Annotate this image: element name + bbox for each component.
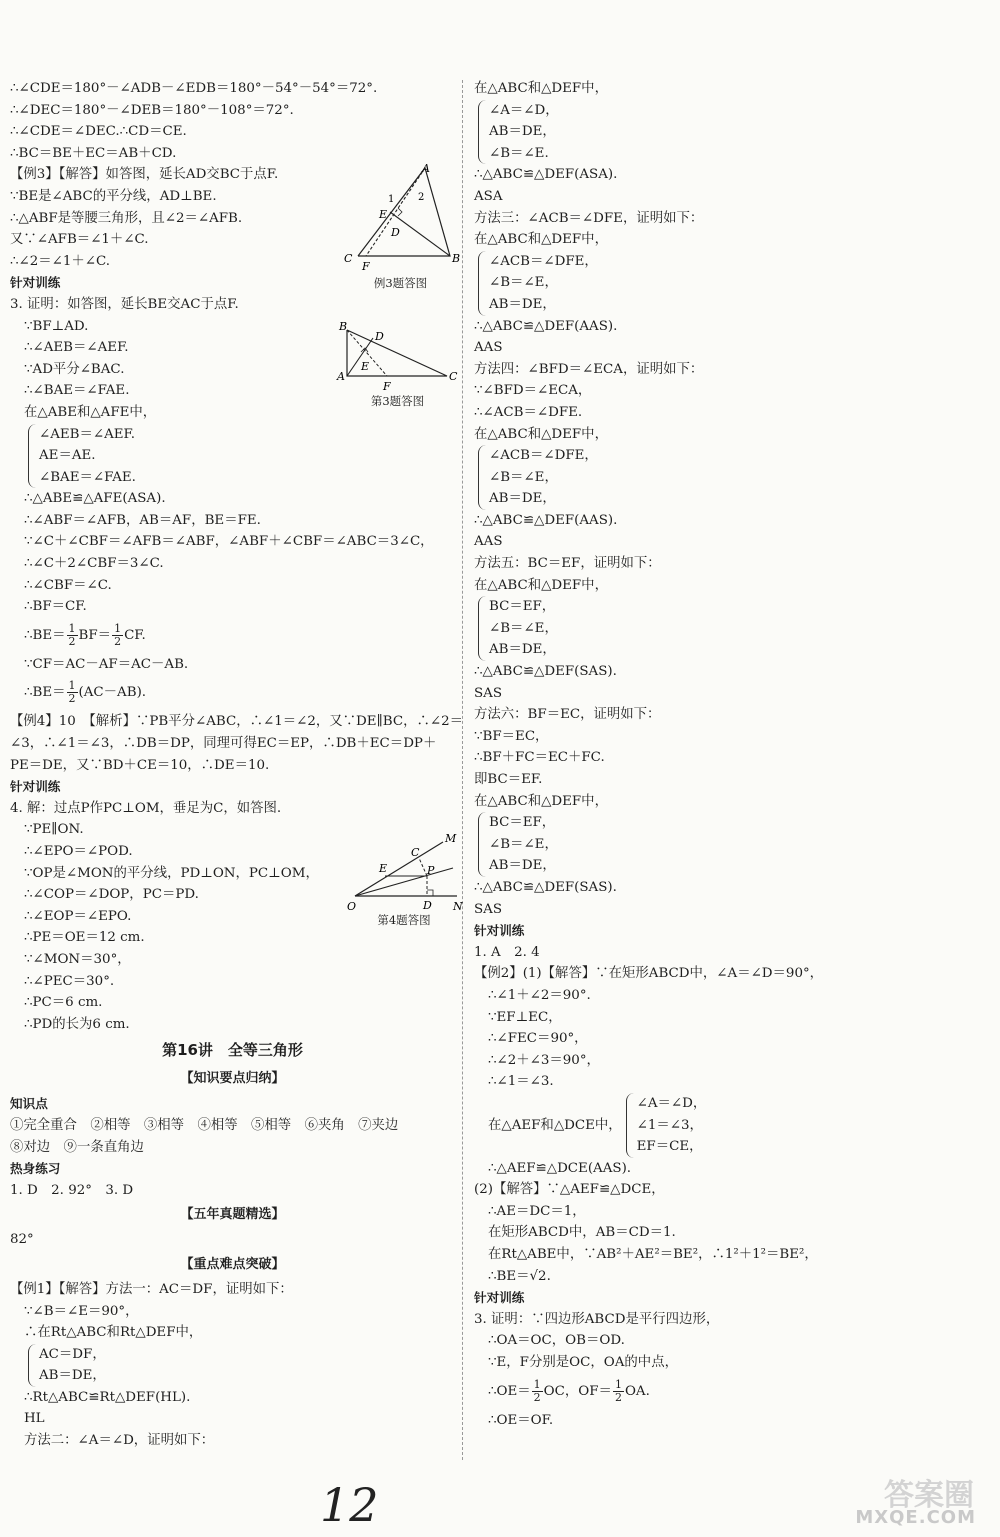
chapter-title: 第16讲 全等三角形	[162, 1041, 303, 1060]
label-e: E	[379, 862, 388, 875]
label-m: M	[445, 832, 457, 845]
text-line: 在Rt△ABE中，∵AB²＋AE²＝BE²，∴1²＋1²＝BE²，	[488, 1247, 818, 1263]
text-line: ∴∠CDE＝∠DEC.∴CD＝CE.	[10, 124, 187, 140]
label-d: D	[375, 330, 384, 343]
text-line: ∴BF＝CF.	[24, 599, 87, 615]
text-line: ∴△ABF是等腰三角形，且∠2＝∠AFB.	[10, 210, 243, 226]
figure-caption: 第3题答图	[370, 394, 425, 408]
text-line: ∴BC＝BE＋EC＝AB＋CD.	[10, 145, 177, 161]
condition: ∠B＝∠E，	[489, 275, 558, 291]
condition-brace	[478, 445, 834, 510]
text-line: ∵E，F分别是OC，OA的中点，	[488, 1355, 678, 1371]
condition-brace	[28, 424, 455, 489]
warmup-title: 热身练习	[10, 1161, 61, 1177]
example-1-title: 【例1】【解答】方法一：AC＝DF，证明如下：	[10, 1281, 293, 1297]
text-line: 在△ABC和△DEF中，	[474, 793, 608, 809]
text-line: ∴△ABC≌△DEF(AAS).	[474, 318, 618, 334]
text-line: 在△ABC和△DEF中，	[474, 81, 608, 96]
watermark-logo	[832, 1470, 982, 1530]
condition: AB＝DE，	[489, 858, 556, 874]
text-line: ∴∠1＝∠3.	[488, 1074, 554, 1090]
warmup-answers: 1. D 2. 92° 3. D	[10, 1182, 134, 1198]
condition-brace	[478, 812, 834, 877]
text-line: 即BC＝EF.	[474, 772, 543, 787]
condition: ∠1＝∠3，	[636, 1117, 703, 1133]
question-3-title: 3. 证明：∵四边形ABCD是平行四边形，	[474, 1311, 720, 1327]
label-b: B	[452, 252, 461, 265]
text-line: PE＝DE，又∵BD＋CE＝10，∴DE＝10.	[10, 757, 270, 773]
method-title: 方法三：∠ACB＝∠DFE，证明如下：	[474, 210, 704, 226]
condition: ∠AEB＝∠AEF.	[39, 426, 136, 442]
question-3-title: 3. 证明：如答图，延长BE交AC于点F.	[10, 296, 239, 312]
watermark-url: MXQE.COM	[855, 1507, 976, 1528]
text-line: ∴AE＝DC＝1，	[488, 1203, 586, 1219]
knowledge-points: ⑧对边 ⑨一条直角边	[10, 1139, 144, 1155]
criterion-label: AAS	[474, 340, 503, 356]
text-line: ∴OA＝OC，OB＝OD.	[488, 1333, 625, 1349]
practice-heading: 针对训练	[474, 1290, 525, 1306]
text-line: ∵∠BFD＝∠ECA，	[474, 383, 592, 399]
fraction: $\frac{1}{2}$	[114, 621, 122, 648]
text-line: ∴∠BAE＝∠FAE.	[24, 383, 130, 399]
label-n: N	[453, 900, 463, 912]
criterion-label: AAS	[474, 534, 503, 550]
condition: ∠B＝∠E，	[489, 836, 558, 852]
label-o: O	[347, 900, 357, 912]
example-3-title: 【例3】【解答】如答图，延长AD交BC于点F.	[10, 167, 279, 183]
text-line: ∵AD平分∠BAC.	[24, 361, 125, 377]
practice-answers: 1. A 2. 4	[474, 944, 540, 960]
condition: ∠ACB＝∠DFE，	[489, 253, 598, 269]
figure-example-3-drawing	[338, 160, 463, 275]
watermark-cn: 答案圈	[884, 1478, 974, 1513]
example-4-title: 【例4】10 【解析】∵PB平分∠ABC，∴∠1＝∠2，又∵DE∥BC，∴∠2＝	[10, 714, 463, 730]
text-line: ∴∠EOP＝∠EPO.	[24, 908, 132, 924]
text-line: ∴在Rt△ABC和Rt△DEF中，	[24, 1325, 203, 1341]
text-line: ∵EF⊥EC，	[488, 1009, 562, 1025]
text-line: 在△ABC和△DEF中，	[474, 426, 608, 442]
section-heading: 【重点难点突破】	[180, 1256, 285, 1272]
condition: AB＝DE，	[39, 1368, 106, 1384]
label-d: D	[391, 226, 400, 239]
fraction: $\frac{1}{2}$	[614, 1377, 622, 1404]
figure-question-4	[345, 830, 463, 928]
condition: AB＝DE，	[489, 491, 556, 507]
knowledge-points: ①完全重合 ②相等 ③相等 ④相等 ⑤相等 ⑥夹角 ⑦夹边	[10, 1117, 399, 1133]
text-line: 在△ABC和△DEF中，	[474, 232, 608, 248]
label-b: B	[339, 320, 348, 333]
text-line: ∴∠2＋∠3＝90°，	[488, 1052, 600, 1068]
condition: ∠A＝∠D，	[636, 1095, 707, 1111]
condition: AB＝DE，	[489, 642, 556, 658]
criterion-label: SAS	[474, 901, 503, 917]
condition: ∠B＝∠E.	[489, 145, 549, 161]
label-e: E	[361, 360, 370, 373]
text-line: ∴∠DEC＝180°－∠DEB＝180°－108°＝72°.	[10, 102, 294, 118]
label-f: F	[383, 380, 391, 393]
exam-answer: 82°	[10, 1232, 34, 1248]
text-line: ∵∠MON＝30°，	[24, 951, 131, 967]
text-line: ∴△ABE≌△AFE(ASA).	[24, 491, 166, 507]
criterion-label: ASA	[474, 188, 503, 204]
text-line: 在△ABC和△DEF中，	[474, 577, 608, 593]
condition: AB＝DE，	[489, 296, 556, 312]
figure-caption: 例3题答图	[373, 276, 428, 290]
text-line: ∵OP是∠MON的平分线，PD⊥ON，PC⊥OM，	[24, 865, 319, 881]
section-heading: 【知识要点归纳】	[180, 1071, 285, 1087]
text-line: ∵∠B＝∠E＝90°，	[24, 1303, 139, 1319]
text-line: (2)【解答】∵△AEF≌△DCE，	[474, 1182, 665, 1198]
condition: BC＝EF，	[489, 815, 556, 831]
fraction-line: ∴BE＝ $\frac{1}{2}$ (AC－AB).	[24, 679, 147, 706]
text-line: ∴△ABC≌△DEF(SAS).	[474, 664, 617, 680]
figure-question-3-drawing	[335, 318, 460, 393]
criterion-label: SAS	[474, 685, 503, 701]
label-angle-2: 2	[418, 192, 425, 203]
text-line: ∴BF＋FC＝EC＋FC.	[474, 750, 605, 766]
inline-condition-block	[474, 1093, 834, 1158]
label-d: D	[423, 899, 432, 912]
figure-example-3	[338, 160, 463, 291]
text-line: 在矩形ABCD中，AB＝CD＝1.	[488, 1225, 676, 1241]
figure-question-4-drawing	[345, 830, 463, 912]
condition: ∠A＝∠D，	[489, 102, 559, 118]
text-line: ∴△ABC≌△DEF(ASA).	[474, 167, 618, 183]
condition: ∠B＝∠E，	[489, 620, 558, 636]
text-line: ∴∠PEC＝30°.	[24, 973, 115, 989]
text-line: 方法二：∠A＝∠D，证明如下：	[24, 1433, 215, 1449]
text-line: ∴∠EPO＝∠POD.	[24, 844, 133, 859]
right-column	[474, 78, 834, 1431]
condition: AC＝DF，	[39, 1346, 106, 1362]
text-line: ∵CF＝AC－AF＝AC－AB.	[24, 656, 189, 672]
fraction-line: ∴BE＝ $\frac{1}{2}$ BF＝ $\frac{1}{2}$ CF.	[24, 621, 146, 648]
text-line: ∴∠FEC＝90°，	[488, 1031, 588, 1047]
text-line: ∴Rt△ABC≌Rt△DEF(HL).	[24, 1389, 191, 1405]
label-a: A	[422, 162, 430, 175]
text-line: ∴OE＝OF.	[488, 1412, 554, 1428]
practice-heading: 针对训练	[10, 779, 61, 795]
text-line: ∴∠C＋2∠CBF＝3∠C.	[24, 556, 164, 572]
knowledge-points-title: 知识点	[10, 1096, 48, 1112]
condition: ∠B＝∠E，	[489, 469, 558, 485]
text-line: ∴△ABC≌△DEF(SAS).	[474, 879, 617, 895]
text-line: ∵BF⊥AD.	[24, 318, 89, 334]
text-line: ∴PE＝OE＝12 cm.	[24, 930, 145, 946]
example-2-title: 【例2】(1)【解答】∵在矩形ABCD中，∠A＝∠D＝90°，	[474, 966, 824, 982]
condition-brace	[478, 596, 834, 661]
condition: AB＝DE，	[489, 124, 556, 140]
text-line: ∴∠COP＝∠DOP，PC＝PD.	[24, 887, 199, 903]
condition: EF＝CE，	[636, 1139, 703, 1155]
page-number: 12	[320, 1478, 379, 1532]
fraction: $\frac{1}{2}$	[68, 621, 76, 648]
fraction: $\frac{1}{2}$	[533, 1377, 541, 1404]
method-title: 方法四：∠BFD＝∠ECA，证明如下：	[474, 361, 704, 377]
text-line: 又∵∠AFB＝∠1＋∠C.	[10, 232, 149, 248]
condition: BC＝EF，	[489, 599, 556, 615]
text-line: ∴BE＝√2.	[488, 1268, 551, 1284]
condition-brace	[478, 251, 834, 316]
condition-brace	[478, 100, 834, 165]
text-line: ∴∠CDE＝180°－∠ADB－∠EDB＝180°－54°－54°＝72°.	[10, 81, 378, 96]
label-e: E	[379, 208, 388, 221]
section-heading: 【五年真题精选】	[180, 1207, 285, 1223]
condition: ∠ACB＝∠DFE，	[489, 448, 598, 464]
text-line: ∴∠AEB＝∠AEF.	[24, 340, 129, 356]
method-title: 方法六：BF＝EC，证明如下：	[474, 707, 661, 723]
text-line: HL	[24, 1411, 45, 1427]
text-line: ∵PE∥ON.	[24, 822, 84, 838]
text-line: 在△ABE和△AFE中，	[24, 404, 157, 420]
label-c: C	[344, 252, 353, 265]
figure-question-3	[335, 318, 460, 409]
label-c: C	[411, 846, 420, 859]
condition: ∠BAE＝∠FAE.	[39, 469, 136, 485]
condition-brace	[626, 1093, 707, 1158]
text-line: ∵∠C＋∠CBF＝∠AFB＝∠ABF，∠ABF＋∠CBF＝∠ABC＝3∠C，	[24, 534, 434, 550]
text-line: ∠3，∴∠1＝∠3，∴DB＝DP，同理可得EC＝EP，∴DB＋EC＝DP＋	[10, 736, 437, 752]
label-p: P	[427, 864, 435, 877]
fraction-line: ∴OE＝ $\frac{1}{2}$ OC，OF＝ $\frac{1}{2}$ OA.	[488, 1377, 650, 1404]
text-line: ∴PC＝6 cm.	[24, 995, 103, 1011]
label-c: C	[449, 370, 458, 383]
figure-caption: 第4题答图	[377, 913, 431, 927]
practice-heading: 针对训练	[10, 275, 61, 291]
label-a: A	[337, 370, 345, 383]
text-line: ∴∠2＝∠1＋∠C.	[10, 253, 111, 269]
text-line: ∴∠ACB＝∠DFE.	[474, 404, 583, 420]
condition: AE＝AE.	[39, 448, 96, 464]
text-line: ∴∠ABF＝∠AFB，AB＝AF，BE＝FE.	[24, 512, 261, 528]
text-line: ∵BE是∠ABC的平分线，AD⊥BE.	[10, 188, 217, 204]
condition-brace	[28, 1344, 455, 1387]
method-title: 方法五：BC＝EF，证明如下：	[474, 556, 661, 572]
text-line: ∴△ABC≌△DEF(AAS).	[474, 512, 618, 528]
label-angle-1: 1	[388, 194, 395, 205]
text-line: ∴PD的长为6 cm.	[24, 1016, 130, 1032]
text-line: ∴∠1＋∠2＝90°.	[488, 987, 591, 1003]
text-line: ∴∠CBF＝∠C.	[24, 577, 112, 593]
text-line: ∴△AEF≌△DCE(AAS).	[488, 1160, 632, 1176]
practice-heading: 针对训练	[474, 923, 525, 939]
label-f: F	[362, 260, 370, 273]
text-line: ∵BF＝EC，	[474, 728, 549, 744]
text-line: 在△AEF和△DCE中，	[488, 1117, 622, 1133]
question-4-title: 4. 解：过点P作PC⊥OM，垂足为C，如答图.	[10, 800, 282, 816]
fraction: $\frac{1}{2}$	[68, 679, 76, 706]
